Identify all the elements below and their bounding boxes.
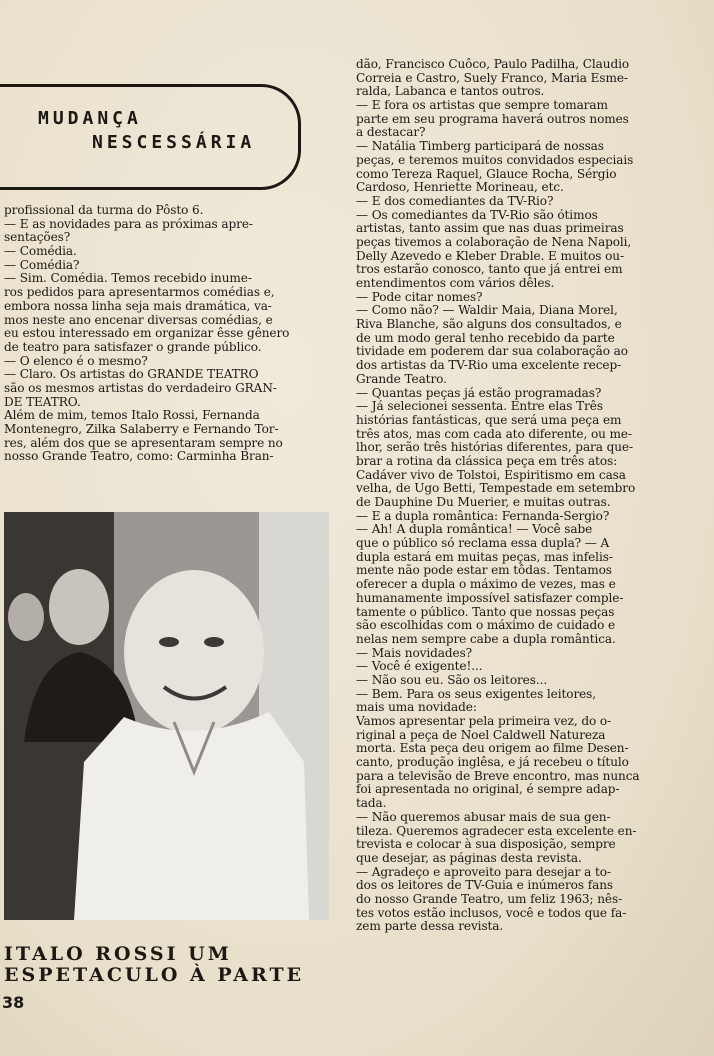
- text-line: profissional da turma do Pôsto 6.: [4, 204, 204, 217]
- text-line: — Bem. Para os seus exigentes leitores,: [356, 687, 597, 701]
- text-line: — Pode citar nomes?: [356, 290, 483, 304]
- text-line: de Dauphine Du Muerier, e muitas outras.: [356, 496, 611, 509]
- text-line: zem parte dessa revista.: [356, 920, 504, 934]
- text-line: — Quantas peças já estão programadas?: [356, 386, 602, 400]
- text-line: lhor, serão três histórias diferentes, para que-: [356, 441, 633, 455]
- text-line: nosso Grande Teatro, como: Carminha Bran-: [4, 450, 274, 464]
- text-line: Grande Teatro.: [356, 372, 447, 386]
- text-line: — Você é exigente!...: [356, 660, 483, 674]
- text-line: dos os leitores de TV-Guia e inúmeros fans: [356, 879, 613, 893]
- text-line: mos neste ano encenar diversas comédias, e: [4, 313, 273, 327]
- text-line: trevista e colocar à sua disposição, sempre: [356, 838, 616, 852]
- text-line: — O elenco é o mesmo?: [4, 354, 148, 368]
- text-line: velha, de Ugo Betti, Tempestade em setembro: [356, 482, 636, 496]
- text-line: tileza. Queremos agradecer esta excelente en-: [356, 824, 637, 838]
- text-line: riginal a peça de Noel Caldwell Natureza: [356, 728, 606, 742]
- text-line: três atos, mas com cada ato diferente, ou me-: [356, 427, 632, 441]
- text-line: Montenegro, Zilka Salaberry e Fernando Tor-: [4, 423, 279, 436]
- text-line: — E dos comediantes da TV-Rio?: [356, 194, 554, 208]
- text-line: Cadáver vivo de Tolstoi, Espiritismo em casa: [356, 468, 626, 482]
- text-line: — Não sou eu. São os leitores...: [356, 673, 548, 687]
- text-line: — Os comediantes da TV-Rio são ótimos: [356, 208, 598, 222]
- text-line: — Não queremos abusar mais de sua gen-: [356, 810, 611, 824]
- text-line: Além de mim, temos Italo Rossi, Fernanda: [4, 409, 260, 423]
- text-line: brar a rotina da clássica peça em três atos:: [356, 454, 618, 468]
- text-line: Cardoso, Henriette Morineau, etc.: [356, 181, 564, 195]
- text-line: DE TEATRO.: [4, 395, 81, 409]
- text-line: Correia e Castro, Suely Franco, Maria Esme-: [356, 71, 628, 85]
- text-line: dos artistas da TV-Rio uma excelente recep-: [356, 359, 622, 373]
- text-line: para a televisão de Breve encontro, mas nunca: [356, 769, 640, 783]
- text-line: mais uma novidade:: [356, 701, 477, 715]
- text-line: — Claro. Os artistas do GRANDE TEATRO: [4, 368, 259, 382]
- italo-rossi-photo: [4, 512, 329, 920]
- caption-line-1: ITALO ROSSI UM: [4, 943, 232, 965]
- text-line: ros pedidos para apresentarmos comédias e,: [4, 286, 275, 300]
- text-line: que desejar, as páginas desta revista.: [356, 851, 582, 865]
- text-line: tamente o público. Tanto que nossas peças: [356, 605, 615, 619]
- right-column-text: [356, 58, 714, 934]
- text-line: sentações?: [4, 231, 71, 245]
- text-line: — E as novidades para as próximas apre-: [4, 217, 253, 231]
- text-line: de teatro para satisfazer o grande público.: [4, 340, 262, 354]
- text-line: tes votos estão inclusos, você e todos que fa-: [356, 906, 627, 920]
- text-line: eu estou interessado em organizar êsse gênero: [4, 327, 290, 341]
- text-line: peças, e teremos muitos convidados especiais: [356, 153, 634, 167]
- text-line: — Comédia?: [4, 258, 80, 272]
- photo-caption: [4, 944, 304, 986]
- text-line: artistas, tanto assim que nas duas primeiras: [356, 222, 624, 236]
- text-line: canto, produção inglêsa, e já recebeu o título: [356, 756, 629, 770]
- text-line: do nosso Grande Teatro, um feliz 1963; nês-: [356, 892, 623, 906]
- article-title-line-1: MUDANÇA: [38, 108, 142, 129]
- portrait-illustration: [4, 512, 329, 920]
- text-line: ralda, Labanca e tantos outros.: [356, 85, 545, 99]
- text-line: humanamente impossível satisfazer comple-: [356, 591, 624, 605]
- text-line: Vamos apresentar pela primeira vez, do o-: [356, 715, 612, 728]
- text-line: — E fora os artistas que sempre tomaram: [356, 99, 608, 113]
- caption-line-2: ESPETACULO À PARTE: [4, 964, 305, 986]
- text-line: entendimentos com vários dêles.: [356, 277, 555, 290]
- text-line: Delly Azevedo e Kleber Drable. E muitos ou-: [356, 249, 624, 263]
- text-line: — Sim. Comédia. Temos recebido inume-: [4, 272, 252, 286]
- text-line: tada.: [356, 797, 387, 811]
- text-line: — Já selecionei sessenta. Entre elas Três: [356, 400, 603, 414]
- text-line: histórias fantásticas, que será uma peça em: [356, 413, 622, 427]
- text-line: embora nossa linha seja mais dramática, va-: [4, 299, 272, 313]
- text-line: — Natália Timberg participará de nossas: [356, 140, 604, 154]
- text-line: dão, Francisco Cuôco, Paulo Padilha, Claudio: [356, 58, 630, 71]
- text-line: — Como não? — Waldir Maia, Diana Morel,: [356, 304, 618, 318]
- text-line: — Ah! A dupla romântica! — Você sabe: [356, 523, 593, 537]
- left-column-text: [4, 204, 330, 464]
- text-line: que o público só reclama essa dupla? — A: [356, 537, 610, 551]
- text-line: são escolhidas com o máximo de cuidado e: [356, 619, 616, 633]
- text-line: parte em seu programa haverá outros nomes: [356, 112, 629, 126]
- page-number: 38: [2, 993, 25, 1012]
- text-line: Riva Blanche, são alguns dos consultados, e: [356, 318, 622, 332]
- text-line: — Mais novidades?: [356, 646, 473, 660]
- article-title-line-2: NESCESSÁRIA: [92, 132, 256, 153]
- text-line: — Comédia.: [4, 245, 77, 259]
- text-line: dupla estará em muitas peças, mas infelis-: [356, 550, 613, 564]
- text-line: de um modo geral tenho recebido da parte: [356, 331, 615, 345]
- text-line: res, além dos que se apresentaram sempre no: [4, 436, 283, 450]
- text-line: a destacar?: [356, 126, 426, 140]
- text-line: tividade em poderem dar sua colaboração ao: [356, 345, 628, 359]
- text-line: oferecer a dupla o máximo de vezes, mas e: [356, 578, 616, 592]
- text-line: foi apresentada no original, é sempre adap-: [356, 783, 620, 797]
- text-line: mente não pode estar em tôdas. Tentamos: [356, 564, 612, 578]
- text-line: como Tereza Raquel, Glauce Rocha, Sérgio: [356, 167, 617, 181]
- text-line: morta. Esta peça deu origem ao filme Desen-: [356, 742, 629, 756]
- text-line: nelas nem sempre cabe a dupla romântica.: [356, 632, 616, 646]
- text-line: — E a dupla romântica: Fernanda-Sergio?: [356, 509, 610, 523]
- text-line: tros estarão conosco, tanto que já entrei em: [356, 263, 623, 277]
- text-line: peças tivemos a colaboração de Nena Napoli,: [356, 235, 632, 249]
- text-line: — Agradeço e aproveito para desejar a to-: [356, 865, 611, 879]
- text-line: são os mesmos artistas do verdadeiro GRAN-: [4, 381, 277, 395]
